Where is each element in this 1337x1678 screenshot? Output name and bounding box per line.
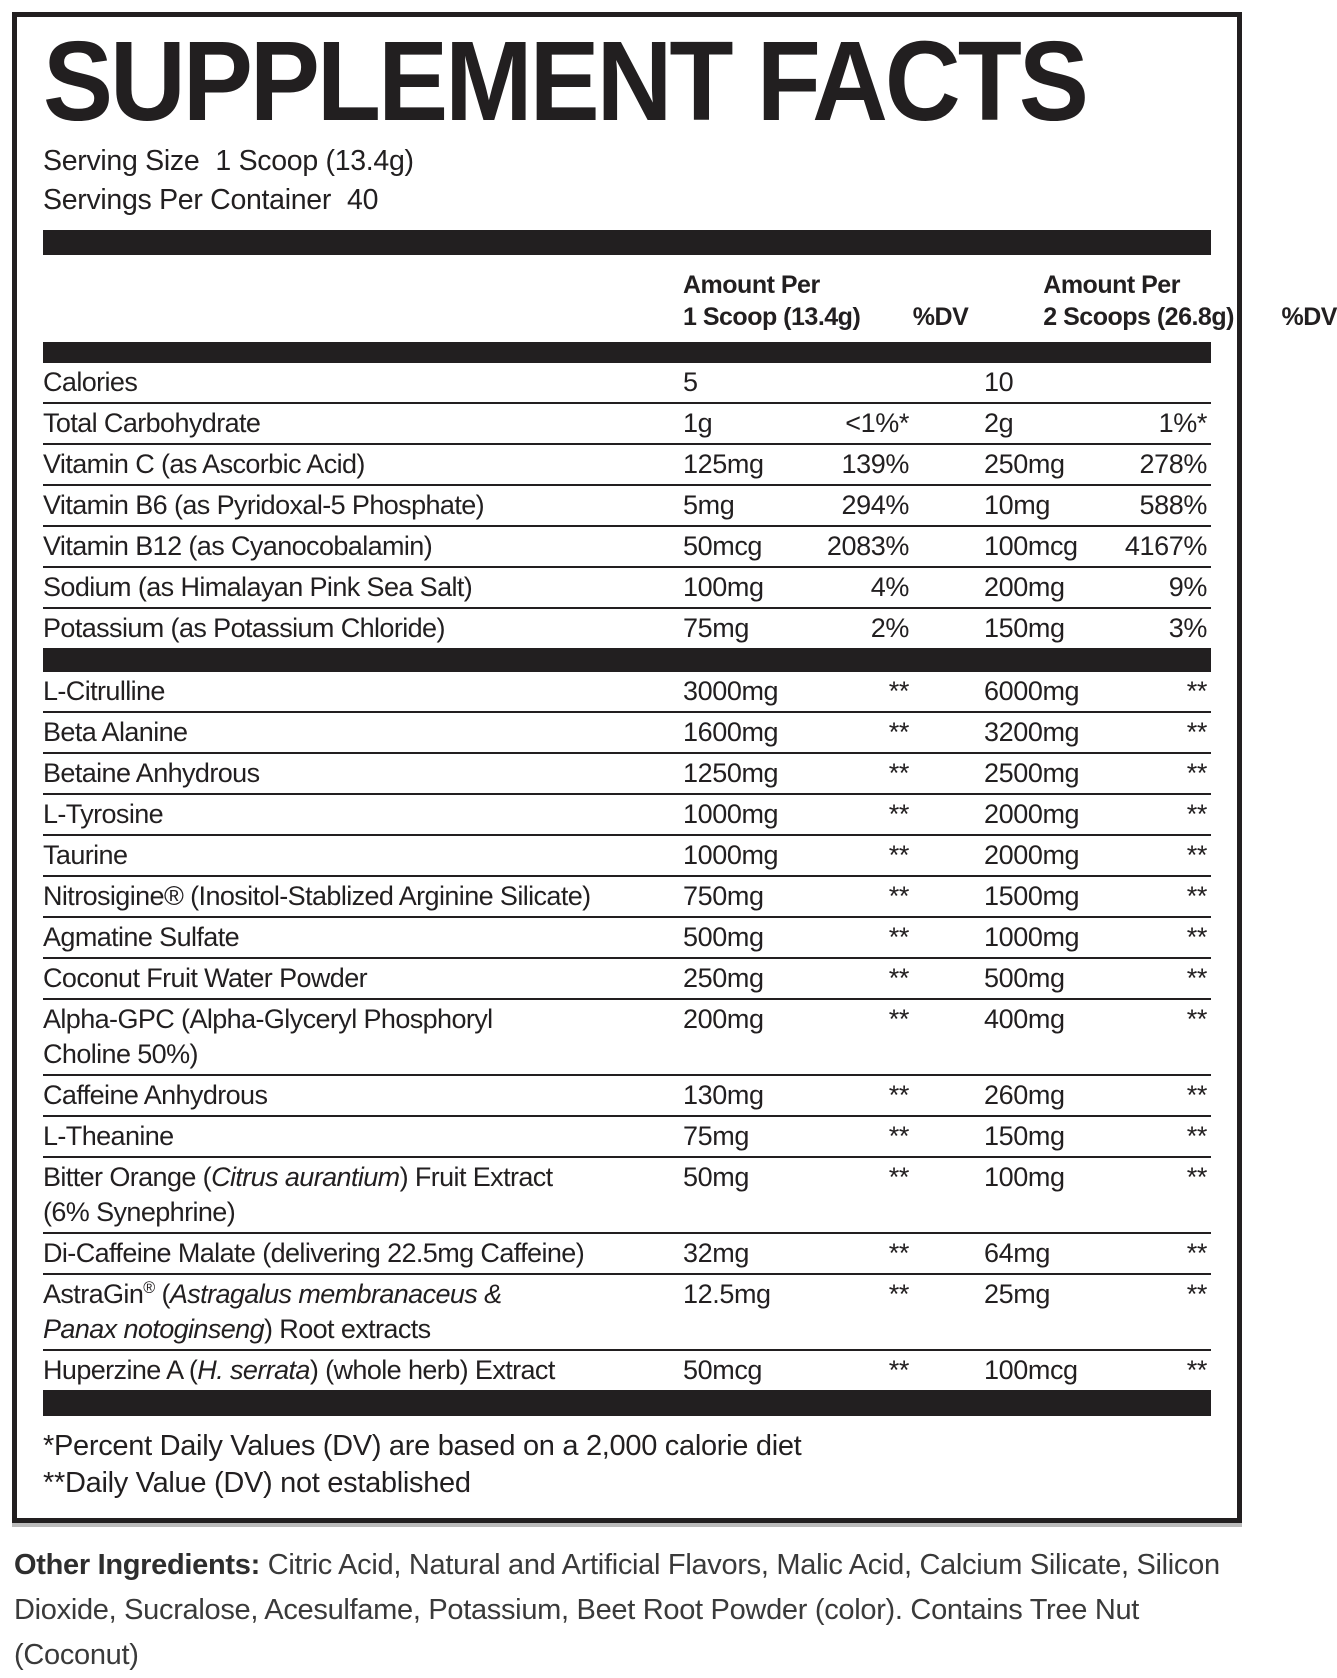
table-row — [43, 404, 1211, 445]
other-ingredients — [14, 1543, 1255, 1678]
amount-per-2scoops: 25mg — [984, 1279, 1050, 1310]
dv-per-2scoops: ** — [1186, 717, 1207, 748]
ingredient-name: L-Theanine — [43, 1121, 174, 1152]
ingredient-name: Beta Alanine — [43, 717, 188, 748]
table-row — [43, 568, 1211, 609]
table-row — [43, 527, 1211, 568]
dv-per-1scoop: ** — [888, 1004, 909, 1035]
header-amount-2scoops-line1: Amount Per — [1043, 271, 1180, 300]
ingredient-name: AstraGin® (Astragalus membranaceus & Panax notoginseng) Root extracts — [43, 1279, 502, 1345]
thick-divider-under-headers — [43, 342, 1211, 363]
amount-per-2scoops: 10 — [984, 367, 1014, 398]
dv-per-2scoops: 1%* — [1158, 408, 1207, 439]
amount-per-2scoops: 10mg — [984, 490, 1050, 521]
header-amount-1scoop-line1: Amount Per — [683, 271, 820, 300]
amount-per-1scoop: 12.5mg — [683, 1279, 771, 1310]
header-amount-1scoop — [683, 269, 860, 333]
table-row — [43, 1000, 1211, 1076]
amount-per-1scoop: 50mcg — [683, 1355, 763, 1386]
ingredient-name: Vitamin B12 (as Cyanocobalamin) — [43, 531, 433, 562]
amount-per-1scoop: 1000mg — [683, 799, 779, 830]
table-row — [43, 1158, 1211, 1234]
dv-per-2scoops: 9% — [1168, 572, 1207, 603]
servings-per-container-label: Servings Per Container — [43, 184, 332, 217]
amount-per-2scoops: 260mg — [984, 1080, 1065, 1111]
table-row — [43, 795, 1211, 836]
table-row — [43, 609, 1211, 648]
ingredient-name: Potassium (as Potassium Chloride) — [43, 613, 445, 644]
amount-per-1scoop: 1g — [683, 408, 713, 439]
ingredient-name: Caffeine Anhydrous — [43, 1080, 268, 1111]
serving-size-value: 1 Scoop (13.4g) — [215, 145, 414, 178]
dv-per-2scoops: ** — [1186, 922, 1207, 953]
dv-per-2scoops: 4167% — [1124, 531, 1207, 562]
amount-per-1scoop: 32mg — [683, 1238, 749, 1269]
dv-per-2scoops: ** — [1186, 799, 1207, 830]
header-amount-2scoops — [968, 269, 1234, 333]
ingredient-name: L-Citrulline — [43, 676, 165, 707]
table-row — [43, 486, 1211, 527]
dv-per-1scoop: 2083% — [826, 531, 909, 562]
supplement-facts-panel — [12, 12, 1337, 1523]
amount-per-1scoop: 750mg — [683, 881, 764, 912]
panel-title: SUPPLEMENT FACTS — [43, 18, 1086, 146]
amount-per-2scoops: 400mg — [984, 1004, 1065, 1035]
amount-per-2scoops: 100mg — [984, 1162, 1065, 1193]
table-row — [43, 877, 1211, 918]
amount-per-1scoop: 125mg — [683, 449, 764, 480]
dv-per-1scoop: ** — [888, 922, 909, 953]
table-row — [43, 754, 1211, 795]
amount-per-1scoop: 5mg — [683, 490, 735, 521]
amount-per-2scoops: 2000mg — [984, 799, 1080, 830]
amount-per-2scoops: 500mg — [984, 963, 1065, 994]
header-amount-2scoops-line2: 2 Scoops (26.8g) — [1043, 303, 1234, 332]
dv-per-1scoop: ** — [888, 799, 909, 830]
amount-per-1scoop: 130mg — [683, 1080, 764, 1111]
dv-per-1scoop: ** — [888, 840, 909, 871]
amount-per-1scoop: 5 — [683, 367, 698, 398]
ingredient-name: Nitrosigine® (Inositol-Stablized Arginine Silicate) — [43, 881, 591, 912]
dv-per-1scoop: ** — [888, 676, 909, 707]
amount-per-2scoops: 1500mg — [984, 881, 1080, 912]
nutrients-section — [43, 363, 1211, 648]
ingredient-name: Huperzine A (H. serrata) (whole herb) Extract — [43, 1355, 555, 1386]
amount-per-1scoop: 500mg — [683, 922, 764, 953]
amount-per-1scoop: 1250mg — [683, 758, 779, 789]
amount-per-2scoops: 150mg — [984, 613, 1065, 644]
thick-divider-top — [43, 230, 1211, 255]
ingredient-name: Bitter Orange (Citrus aurantium) Fruit Extract (6% Synephrine) — [43, 1162, 553, 1228]
other-ingredients-label: Other Ingredients: — [14, 1549, 260, 1582]
label-root — [0, 12, 1337, 1672]
dv-per-1scoop: ** — [888, 1238, 909, 1269]
amount-per-1scoop: 200mg — [683, 1004, 764, 1035]
ingredient-name: Betaine Anhydrous — [43, 758, 260, 789]
dv-per-1scoop: ** — [888, 1080, 909, 1111]
table-row — [43, 445, 1211, 486]
thick-divider-mid — [43, 648, 1211, 672]
amount-per-2scoops: 100mcg — [984, 531, 1078, 562]
dv-per-2scoops: ** — [1186, 1004, 1207, 1035]
dv-per-2scoops: ** — [1186, 676, 1207, 707]
footnotes — [43, 1416, 1211, 1518]
amount-per-1scoop: 1600mg — [683, 717, 779, 748]
serving-size-label: Serving Size — [43, 145, 200, 178]
ingredient-name: Di-Caffeine Malate (delivering 22.5mg Caffeine) — [43, 1238, 585, 1269]
ingredient-name: Sodium (as Himalayan Pink Sea Salt) — [43, 572, 473, 603]
dv-per-2scoops: ** — [1186, 758, 1207, 789]
header-amount-1scoop-line2: 1 Scoop (13.4g) — [683, 303, 861, 332]
ingredient-name: Calories — [43, 367, 138, 398]
table-row — [43, 363, 1211, 404]
ingredient-name: Vitamin B6 (as Pyridoxal-5 Phosphate) — [43, 490, 485, 521]
table-row — [43, 713, 1211, 754]
dv-per-2scoops: ** — [1186, 1080, 1207, 1111]
header-dv-2scoops: %DV — [1281, 303, 1337, 332]
table-row — [43, 1275, 1211, 1351]
table-row — [43, 672, 1211, 713]
table-row — [43, 1076, 1211, 1117]
amount-per-1scoop: 75mg — [683, 613, 749, 644]
amount-per-1scoop: 1000mg — [683, 840, 779, 871]
table-row — [43, 1117, 1211, 1158]
dv-per-2scoops: ** — [1186, 881, 1207, 912]
serving-size-line — [43, 142, 1211, 181]
dv-per-1scoop: ** — [888, 881, 909, 912]
dv-per-1scoop: <1%* — [845, 408, 909, 439]
amount-per-2scoops: 250mg — [984, 449, 1065, 480]
dv-per-2scoops: ** — [1186, 840, 1207, 871]
amount-per-2scoops: 2500mg — [984, 758, 1080, 789]
table-row — [43, 918, 1211, 959]
amount-per-2scoops: 2000mg — [984, 840, 1080, 871]
other-ingredients-text: Citric Acid, Natural and Artificial Flavors, Malic Acid, Calcium Silicate, Silicon Dioxide, Sucralose, Acesulfame, Potassium, Beet Root Powder (color). Contains Tree Nut (Coconut) — [14, 1549, 1220, 1672]
dv-per-1scoop: ** — [888, 1121, 909, 1152]
dv-per-2scoops: ** — [1186, 963, 1207, 994]
table-row — [43, 1234, 1211, 1275]
dv-per-2scoops: 3% — [1168, 613, 1207, 644]
dv-per-2scoops: ** — [1186, 1238, 1207, 1269]
dv-per-1scoop: ** — [888, 963, 909, 994]
dv-per-1scoop: 294% — [841, 490, 909, 521]
dv-per-1scoop: ** — [888, 717, 909, 748]
ingredient-name: Alpha-GPC (Alpha-Glyceryl Phosphoryl Choline 50%) — [43, 1004, 493, 1070]
dv-per-2scoops: 278% — [1139, 449, 1207, 480]
amount-per-2scoops: 6000mg — [984, 676, 1080, 707]
ingredient-name: Agmatine Sulfate — [43, 922, 240, 953]
dv-per-2scoops: ** — [1186, 1162, 1207, 1193]
amount-per-2scoops: 200mg — [984, 572, 1065, 603]
ingredient-name: Coconut Fruit Water Powder — [43, 963, 368, 994]
amount-per-2scoops: 2g — [984, 408, 1014, 439]
footnote-percent-dv: *Percent Daily Values (DV) are based on a 2,000 calorie diet — [43, 1430, 802, 1463]
dv-per-1scoop: 4% — [870, 572, 909, 603]
servings-per-container-line — [43, 181, 1211, 220]
dv-per-1scoop: 139% — [841, 449, 909, 480]
amount-per-2scoops: 3200mg — [984, 717, 1080, 748]
header-dv-1scoop: %DV — [912, 303, 969, 332]
actives-section — [43, 672, 1211, 1390]
amount-per-1scoop: 50mg — [683, 1162, 749, 1193]
dv-per-2scoops: ** — [1186, 1355, 1207, 1386]
servings-per-container-value: 40 — [347, 184, 379, 217]
ingredient-name: Vitamin C (as Ascorbic Acid) — [43, 449, 365, 480]
table-row — [43, 836, 1211, 877]
footnote-dv-not-established: **Daily Value (DV) not established — [43, 1467, 471, 1500]
amount-per-2scoops: 1000mg — [984, 922, 1080, 953]
amount-per-2scoops: 150mg — [984, 1121, 1065, 1152]
dv-per-1scoop: 2% — [870, 613, 909, 644]
dv-per-1scoop: ** — [888, 1355, 909, 1386]
ingredient-name: Taurine — [43, 840, 128, 871]
dv-per-2scoops: ** — [1186, 1279, 1207, 1310]
dv-per-2scoops: ** — [1186, 1121, 1207, 1152]
column-headers — [43, 255, 1337, 342]
dv-per-1scoop: ** — [888, 1162, 909, 1193]
amount-per-1scoop: 100mg — [683, 572, 764, 603]
ingredient-name: L-Tyrosine — [43, 799, 164, 830]
thick-divider-bottom — [43, 1390, 1211, 1416]
dv-per-2scoops: 588% — [1139, 490, 1207, 521]
amount-per-1scoop: 75mg — [683, 1121, 749, 1152]
table-row — [43, 1351, 1211, 1390]
table-row — [43, 959, 1211, 1000]
amount-per-2scoops: 100mcg — [984, 1355, 1078, 1386]
amount-per-2scoops: 64mg — [984, 1238, 1050, 1269]
dv-per-1scoop: ** — [888, 1279, 909, 1310]
amount-per-1scoop: 50mcg — [683, 531, 763, 562]
ingredient-name: Total Carbohydrate — [43, 408, 261, 439]
dv-per-1scoop: ** — [888, 758, 909, 789]
amount-per-1scoop: 250mg — [683, 963, 764, 994]
amount-per-1scoop: 3000mg — [683, 676, 779, 707]
